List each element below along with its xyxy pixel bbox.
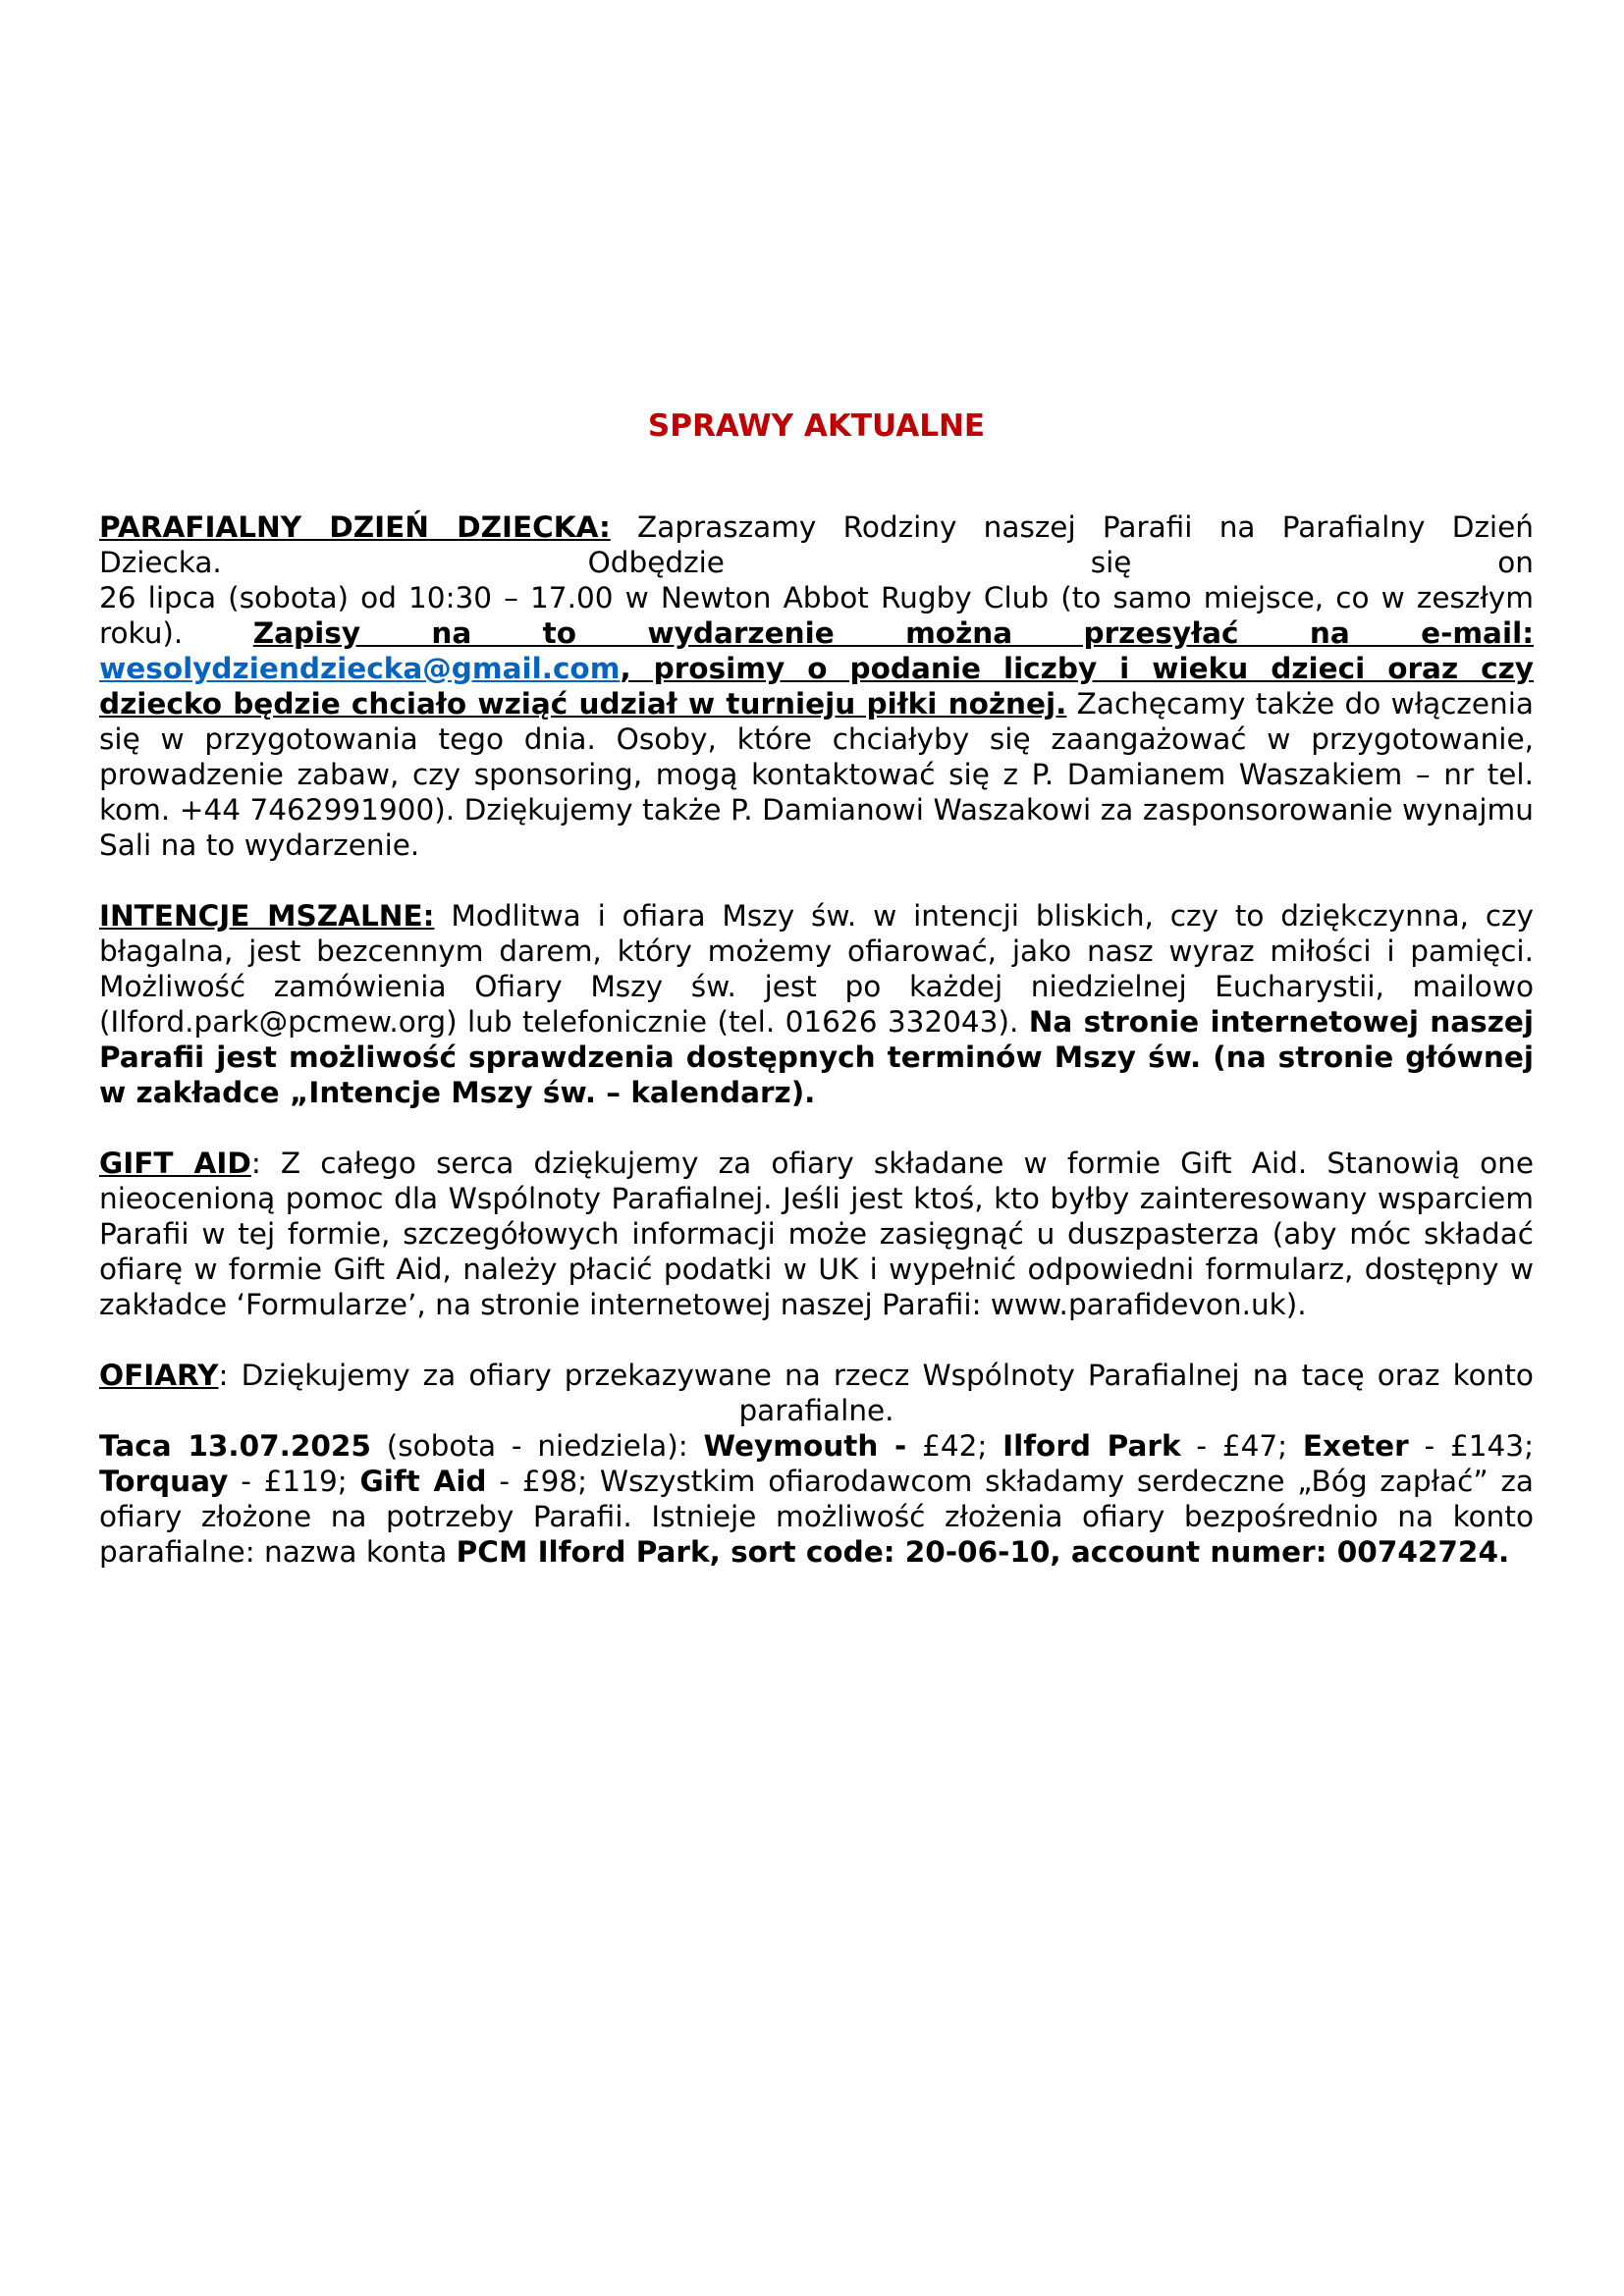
dzien-dziecka-line-1 xyxy=(99,509,1534,545)
section-heading-dzien-dziecka: PARAFIALNY DZIEŃ DZIECKA: xyxy=(99,510,611,544)
dzien-dziecka-date-text: 26 lipca (sobota) od 10:30 – 17.00 w Newton Abbot Rugby Club (to samo miejsce, co w zeszłym roku). xyxy=(99,581,1534,650)
torquay-amount: - £119; xyxy=(228,1465,360,1498)
gift-aid-text: : Z całego serca dziękujemy za ofiary składane w formie Gift Aid. Stanowią one nieocenioną pomoc dla Wspólnoty Parafialnej. Jeśli jest ktoś, kto byłby zainteresowany wsparciem Parafii w tej formie, szczegółowych informacji może zasięgnąć u duszpasterza (aby móc składać ofiarę w formie Gift Aid, należy płacić podatki w UK i wypełnić odpowiedni formularz, dostępny w zakładce ‘Formularze’, na stronie internetowej naszej Parafii: www.parafidevon.uk). xyxy=(99,1147,1534,1321)
weymouth-amount: £42; xyxy=(906,1429,1003,1463)
intencje-bold-text: Na stronie internetowej naszej Parafii jest możliwość sprawdzenia dostępnych terminów Mszy św. (na stronie głównej w zakładce „Intencje Mszy św. – kalendarz). xyxy=(99,1005,1534,1109)
section-ofiary xyxy=(99,1358,1534,1570)
bank-account-details: PCM Ilford Park, sort code: 20-06-10, account numer: 00742724. xyxy=(456,1535,1510,1569)
ilford-park-label: Ilford Park xyxy=(1002,1429,1181,1463)
exeter-label: Exeter xyxy=(1302,1429,1409,1463)
dzien-dziecka-email-link[interactable]: wesolydziendziecka@gmail.com xyxy=(99,652,621,685)
dzien-dziecka-signup-text: Zapisy na to wydarzenie można przesyłać na e-mail: xyxy=(252,616,1534,650)
torquay-label: Torquay xyxy=(99,1465,229,1498)
section-dzien-dziecka xyxy=(99,509,1534,863)
exeter-amount: - £143; xyxy=(1408,1429,1535,1463)
gift-aid-amount: - £98; xyxy=(486,1465,588,1498)
ilford-park-amount: - £47; xyxy=(1180,1429,1303,1463)
section-gift-aid xyxy=(99,1146,1534,1322)
ofiary-line-1 xyxy=(99,1358,1534,1393)
page-title: SPRAWY AKTUALNE xyxy=(647,408,986,444)
ofiary-thanks-text: Wszystkim ofiarodawcom składamy serdeczne „Bóg zapłać” za ofiary złożone na potrzeby Parafii. Istnieje możliwość złożenia ofiary bezpośrednio na konto parafialne: nazwa konta xyxy=(99,1465,1535,1569)
section-heading-ofiary: OFIARY xyxy=(99,1359,219,1392)
dzien-dziecka-closing-text: Zachęcamy także do włączenia się w przygotowania tego dnia. Osoby, które chciałyby się zaangażować w przygotowanie, prowadzenie zabaw, czy sponsoring, mogą kontaktować się z P. Damianem Waszakiem – nr tel. kom. +44 7462991900). Dziękujemy także P. Damianowi Waszakowi za zasponsorowanie wynajmu Sali na to wydarzenie. xyxy=(99,687,1534,862)
document-page xyxy=(99,406,1534,1570)
dzien-dziecka-line-2: Dziecka. Odbędzie się on xyxy=(99,546,1534,579)
intencje-text: Modlitwa i ofiara Mszy św. w intencji bliskich, czy to dziękczynna, czy błagalna, jest bezcennym darem, który możemy ofiarować, jako nasz wyraz miłości i pamięci. Możliwość zamówienia Ofiary Mszy św. jest po każdej niedzielnej Eucharystii, mailowo (Ilford.park@pcmew.org) lub telefonicznie (tel. 01626 332043). xyxy=(99,899,1534,1039)
section-heading-gift-aid: GIFT AID xyxy=(99,1147,251,1180)
taca-label: Taca 13.07.2025 xyxy=(99,1429,371,1463)
ofiary-line-2: parafialne. xyxy=(738,1394,894,1427)
weymouth-label: Weymouth - xyxy=(703,1429,907,1463)
ofiary-intro: : Dziękujemy za ofiary przekazywane na rzecz Wspólnoty Parafialnej na tacę oraz konto xyxy=(218,1359,1534,1392)
taca-range: (sobota - niedziela): xyxy=(370,1429,704,1463)
dzien-dziecka-intro: Zapraszamy Rodziny naszej Parafii na Parafialny Dzień xyxy=(637,510,1534,544)
dzien-dziecka-request-text: , prosimy o podanie liczby i wieku dzieci oraz czy dziecko będzie chciało wziąć udział w turnieju piłki nożnej. xyxy=(99,652,1534,721)
section-intencje-mszalne xyxy=(99,898,1534,1110)
section-heading-intencje: INTENCJE MSZALNE: xyxy=(99,899,435,933)
gift-aid-label: Gift Aid xyxy=(359,1465,487,1498)
